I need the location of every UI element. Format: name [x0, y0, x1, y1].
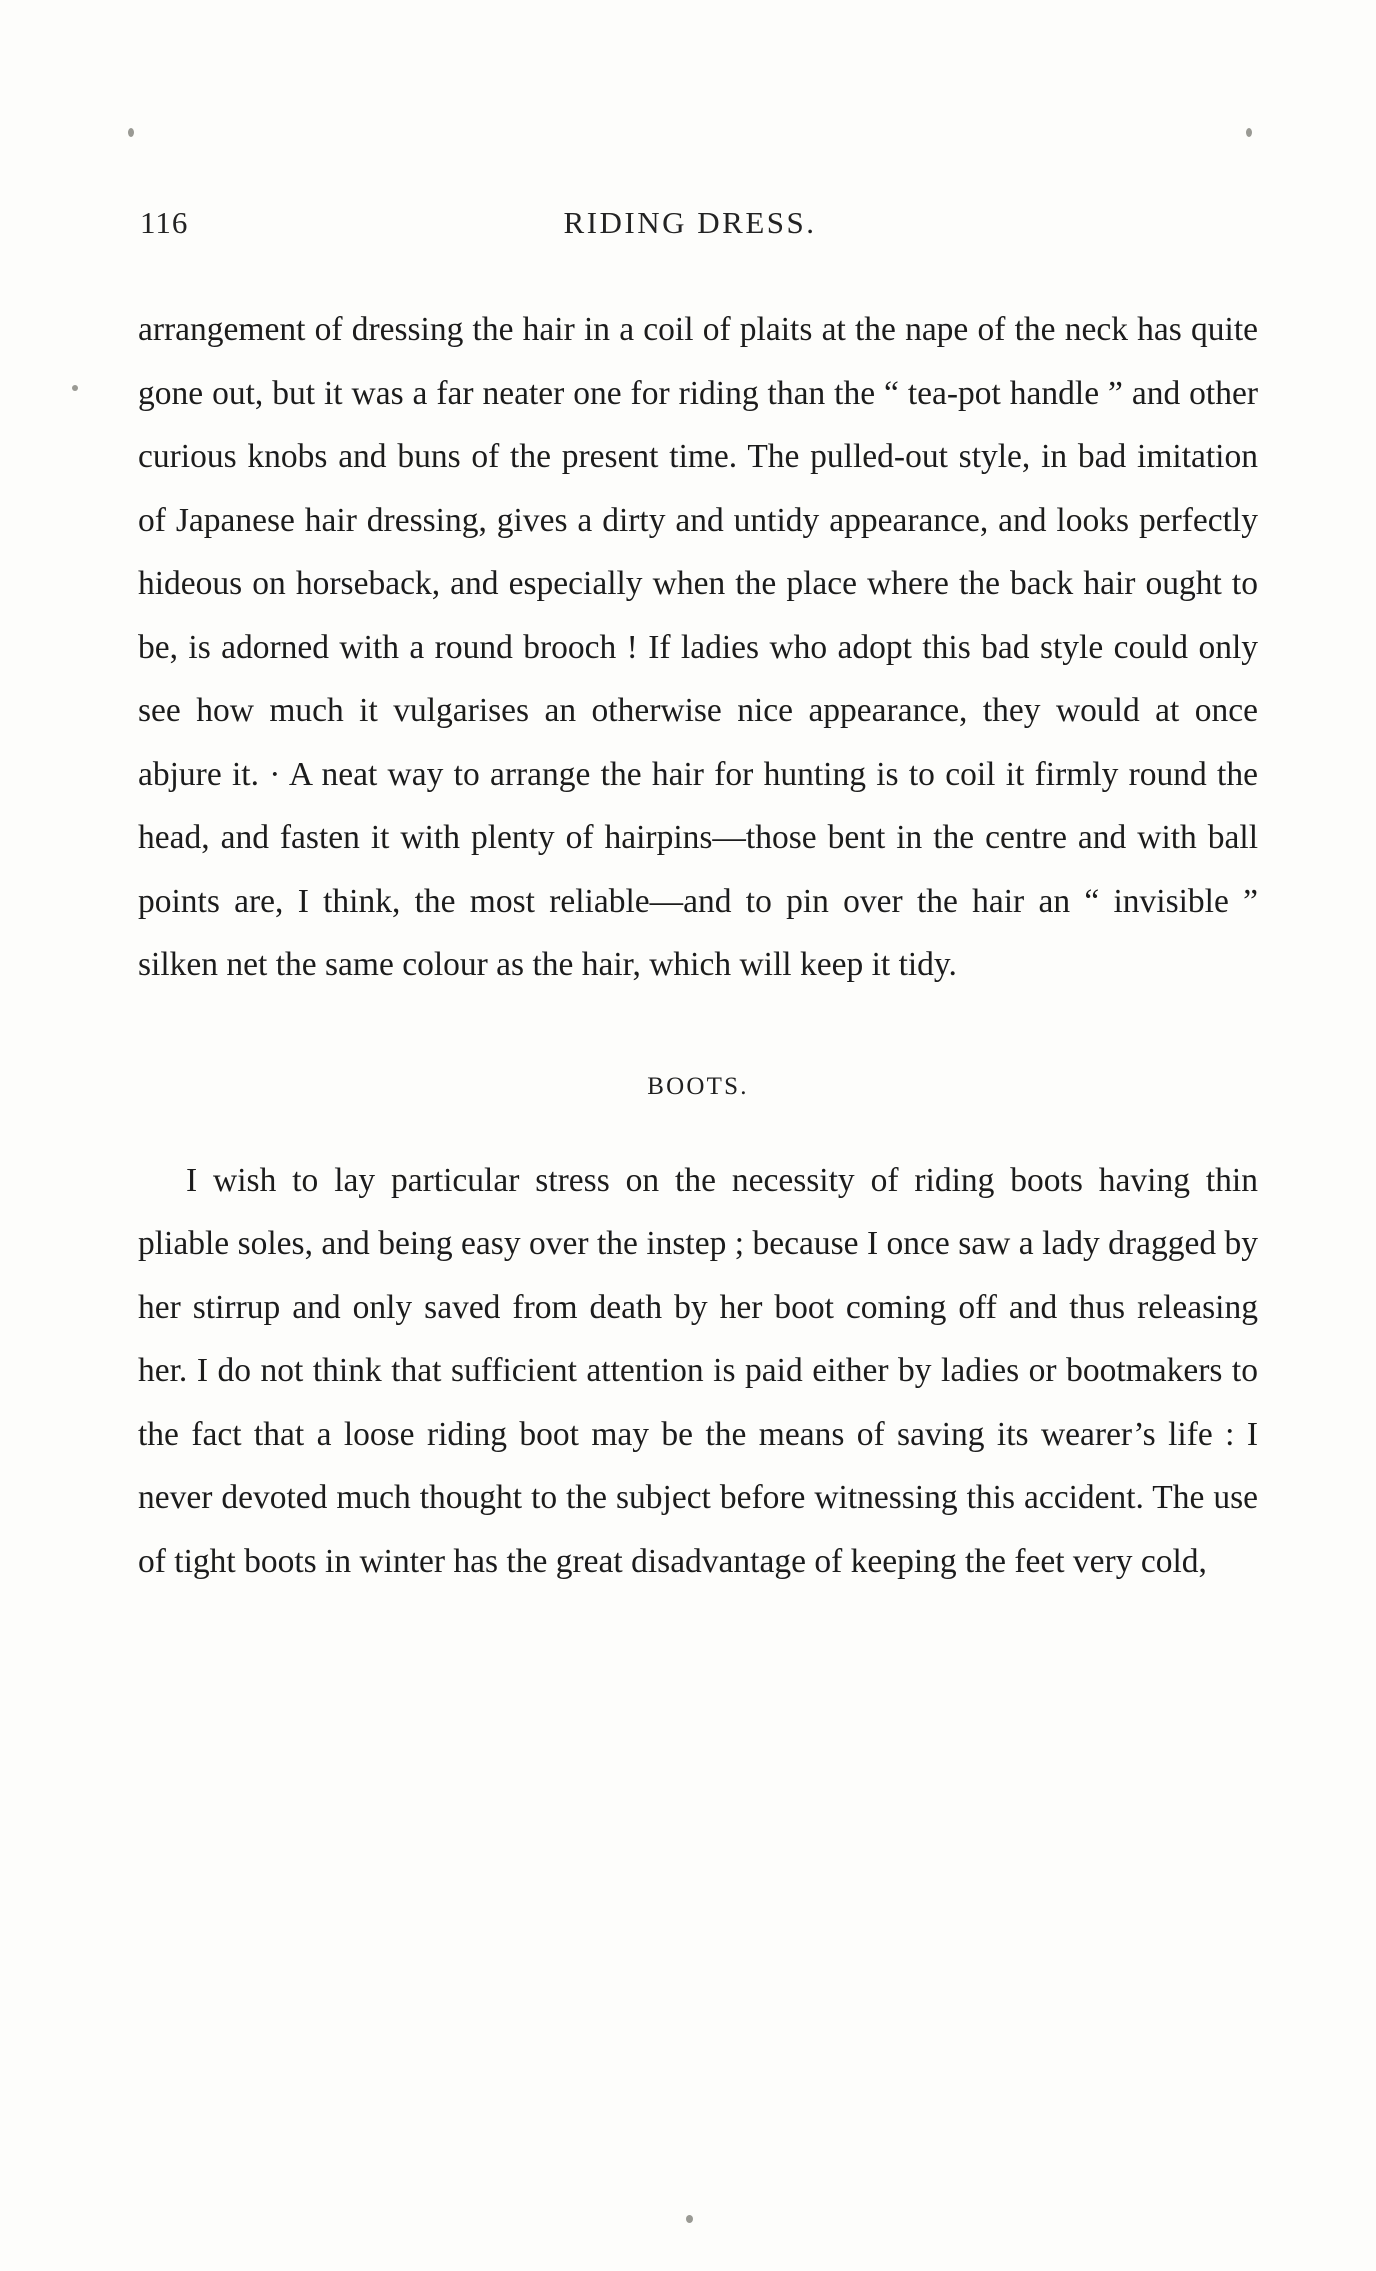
spacer-after-heading: [138, 1101, 1258, 1149]
page-body: [138, 298, 1258, 1593]
section-heading-boots: BOOTS.: [647, 1072, 749, 1100]
scan-speck-top-left: [128, 128, 134, 137]
scan-speck-middle-left: [72, 385, 78, 391]
body-paragraph-1: arrangement of dressing the hair in a coil of plaits at the nape of the neck has quite gone out, but it was a far neater one for riding than the “ tea-pot handle ” and other curious knobs and buns of the present time. The pulled-out style, in bad imitation of Japanese hair dressing, gives a dirty and untidy appearance, and looks perfectly hideous on horseback, and especially when the place where the back hair ought to be, is adorned with a round brooch ! If ladies who adopt this bad style could only see how much it vulgarises an otherwise nice appearance, they would at once abjure it. · A neat way to arrange the hair for hunting is to coil it firmly round the head, and fasten it with plenty of hairpins—those bent in the centre and with ball points are, I think, the most reliable—and to pin over the hair an “ invisible ” silken net the same colour as the hair, which will keep it tidy.: [138, 311, 1258, 983]
page-header: [140, 205, 1240, 249]
page-number: 116: [140, 205, 189, 240]
scan-speck-top-right: [1246, 128, 1252, 137]
scan-speck-bottom-center: [686, 2215, 693, 2223]
running-head: RIDING DRESS.: [563, 205, 817, 240]
spacer-before-heading: [138, 997, 1258, 1073]
body-paragraph-2: I wish to lay particular stress on the necessity of riding boots having thin pliable soles, and being easy over the instep ; because I once saw a lady dragged by her stirrup and only saved from death by her boot coming off and thus releasing her. I do not think that sufficient attention is paid either by ladies or bootmakers to the fact that a loose riding boot may be the means of saving its wearer’s life : I never devoted much thought to the subject before witnessing this accident. The use of tight boots in winter has the great disadvantage of keeping the feet very cold,: [138, 1161, 1258, 1580]
